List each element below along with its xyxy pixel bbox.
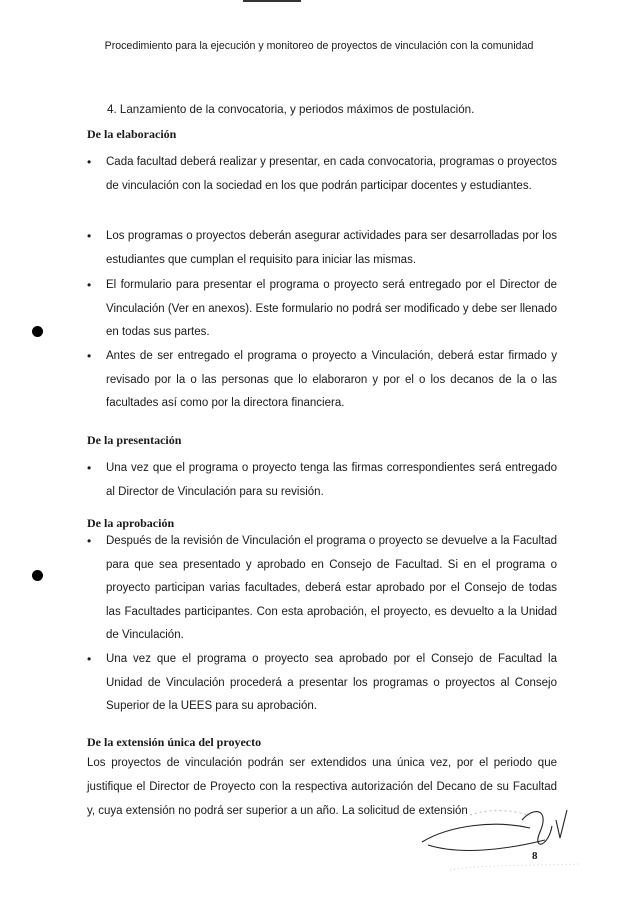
top-rule	[243, 0, 301, 2]
bullet-icon: •	[87, 349, 92, 363]
section-heading-presentacion: De la presentación	[87, 433, 182, 447]
bullet-text: Después de la revisión de Vinculación el programa o proyecto se devuelve a la Facultad para que sea presentado y aprobado en Consejo de Facultad. Si en el programa o proyecto participan varias facultades, deberá estar aprobado por el Consejo de todas las Facultades participantes. Con esta aprobación, el proyecto, es devuelto a la Unidad de Vinculación.	[106, 535, 557, 642]
bullet-item	[87, 345, 557, 416]
binder-hole	[32, 326, 43, 337]
signature-scribble	[410, 800, 590, 880]
bullet-item	[87, 274, 557, 345]
bullet-item	[87, 530, 557, 648]
bullet-text: Antes de ser entregado el programa o proyecto a Vinculación, deberá estar firmado y revisado por la o las personas que lo elaboraron y por el o los decanos de la o las facultades así como por la directora financiera.	[106, 350, 557, 410]
bullet-icon: •	[87, 461, 92, 475]
extension-paragraph: Los proyectos de vinculación podrán ser extendidos una única vez, por el periodo que justifique el Director de Proyecto con la respectiva autorización del Decano de su Facultad y, cuya extensión no podrá ser superior a un año. La solicitud de extensión	[87, 757, 557, 817]
section-heading-extension: De la extensión única del proyecto	[87, 735, 262, 749]
binder-hole	[32, 570, 43, 581]
bullet-item	[87, 648, 557, 719]
bullet-text: El formulario para presentar el programa o proyecto será entregado por el Director de Vinculación (Ver en anexos). Este formulario no podrá ser modificado y debe ser llenado en todas sus partes.	[106, 279, 557, 339]
bullet-icon: •	[87, 534, 92, 548]
page-header: Procedimiento para la ejecución y monitoreo de proyectos de vinculación con la comunidad	[104, 40, 534, 52]
bullet-text: Los programas o proyectos deberán asegurar actividades para ser desarrolladas por los estudiantes que cumplan el requisito para iniciar las mismas.	[106, 230, 557, 266]
bullet-icon: •	[87, 155, 92, 169]
bullet-icon: •	[87, 652, 92, 666]
bullet-text: Cada facultad deberá realizar y presentar, en cada convocatoria, programas o proyectos de vinculación con la sociedad en los que podrán participar docentes y estudiantes.	[106, 156, 557, 192]
bullet-icon: •	[87, 278, 92, 292]
section-heading-aprobacion: De la aprobación	[87, 516, 175, 530]
bullet-item	[87, 225, 557, 272]
bullet-item	[87, 151, 557, 198]
page-number: 8	[532, 850, 538, 862]
numbered-item: 4. Lanzamiento de la convocatoria, y periodos máximos de postulación.	[107, 103, 475, 116]
bullet-item	[87, 457, 557, 504]
bullet-text: Una vez que el programa o proyecto tenga las firmas correspondientes será entregado al Director de Vinculación para su revisión.	[106, 462, 557, 498]
section-heading-elaboracion: De la elaboración	[87, 127, 177, 141]
bullet-icon: •	[87, 229, 92, 243]
bullet-text: Una vez que el programa o proyecto sea aprobado por el Consejo de Facultad la Unidad de Vinculación procederá a presentar los programas o proyectos al Consejo Superior de la UEES para su aprobación.	[106, 653, 557, 713]
